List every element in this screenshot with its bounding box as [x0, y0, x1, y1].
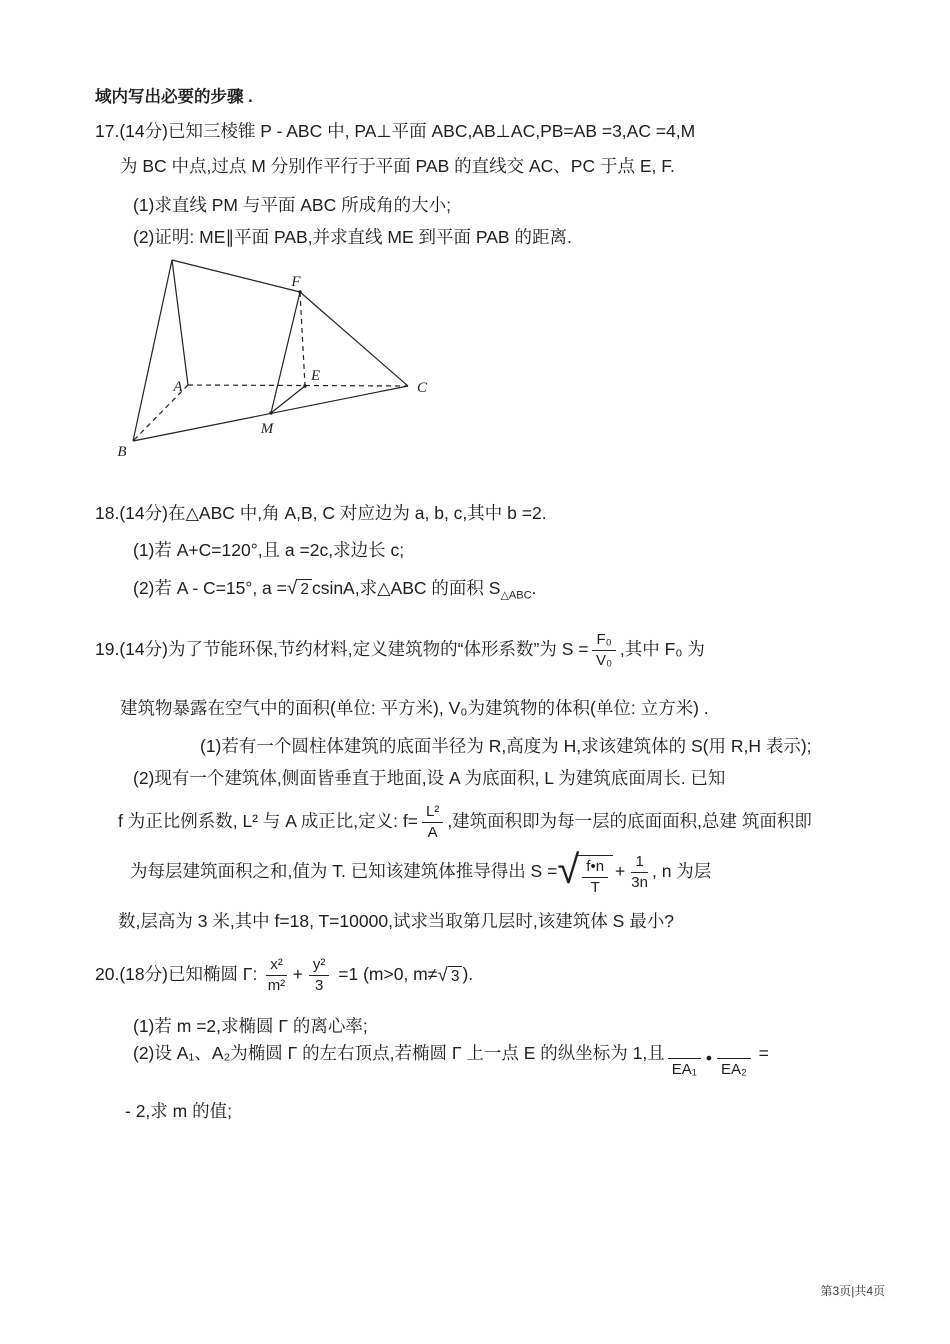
footer-total-pages: 共4页	[854, 1284, 885, 1298]
label-a: A	[173, 379, 183, 395]
fraction-denominator: T	[590, 879, 600, 896]
radical-sign: √	[557, 848, 580, 892]
fraction-x2-m2	[266, 956, 287, 995]
footer-separator: |	[851, 1284, 855, 1298]
q19-item2-line2-pre: f 为正比例系数, L² 与 A 成正比,定义: f=	[118, 811, 418, 832]
label-c: C	[417, 380, 428, 396]
segment-fe-dashed	[300, 292, 305, 386]
page-footer	[821, 1282, 886, 1299]
q18-line1: 18.(14分)在△ABC 中,角 A,B, C 对应边为 a, b, c,其中 b =2.	[95, 503, 547, 523]
fraction-f0-v0	[592, 631, 615, 670]
vector-base: EA₂	[717, 1058, 751, 1078]
q20-item2-line2: - 2,求 m 的值;	[125, 1101, 232, 1121]
fraction-fn-t	[582, 858, 608, 897]
section-instruction: 域内写出必要的步骤 .	[95, 88, 253, 106]
q20-item2	[133, 1040, 769, 1081]
segment-mf	[271, 292, 300, 413]
fraction-1-3n	[631, 853, 648, 892]
s-subscript: △ABC	[500, 589, 532, 602]
q19-line2: 建筑物暴露在空气中的面积(单位: 平方米), V₀为建筑物的体积(单位: 立方米) .	[120, 698, 709, 718]
q19-item2-line3	[130, 848, 711, 897]
fraction-denominator: 3n	[631, 874, 648, 891]
plus-operator: +	[292, 964, 303, 985]
q20-item1: (1)若 m =2,求椭圆 Γ 的离心率;	[133, 1016, 368, 1036]
label-f: F	[291, 274, 301, 290]
fraction-numerator: y²	[309, 956, 330, 976]
fraction-numerator: F₀	[592, 631, 615, 651]
radical-sign: √	[286, 578, 298, 600]
radical-sign: √	[437, 964, 448, 986]
sqrt-radical	[437, 966, 462, 986]
q20-line1-pre: 20.(18分)已知椭圆 Γ:	[95, 964, 263, 985]
q18-item2	[133, 575, 536, 609]
q19-item2-line4: 数,层高为 3 米,其中 f=18, T=10000,试求当取第几层时,该建筑体 S 最小?	[118, 911, 674, 931]
q18-item2-post: .	[531, 578, 537, 598]
label-b: B	[117, 444, 127, 460]
q20-item2-post: =	[753, 1043, 769, 1063]
q19-item2-line2-post: ,建筑面积即为每一层的底面面积,总建 筑面积即	[447, 811, 812, 832]
plus-operator: +	[615, 861, 626, 882]
fraction-denominator: A	[427, 824, 438, 841]
q19-item2-line1: (2)现有一个建筑体,侧面皆垂直于地面,设 A 为底面积, L 为建筑底面周长. 已知	[133, 768, 726, 788]
q19-item2-line2	[118, 803, 812, 842]
label-e: E	[311, 368, 321, 384]
q17-line1: 17.(14分)已知三棱锥 P - ABC 中, PA⊥平面 ABC,AB⊥AC,PB=AB =3,AC =4,M	[95, 121, 696, 141]
radicand	[577, 855, 613, 897]
point-m	[269, 411, 272, 414]
sqrt-radical	[287, 579, 312, 599]
fraction-numerator: L²	[422, 803, 443, 823]
vector-ea1	[668, 1055, 701, 1081]
radicand: 3	[448, 966, 463, 986]
edge-pb	[133, 260, 172, 441]
footer-page-number: 第3页	[820, 1284, 852, 1298]
label-m: M	[260, 421, 274, 437]
edge-ac-dashed	[188, 385, 408, 386]
q19-item2-line3-post: , n 为层	[651, 861, 712, 882]
q20-line1-post: ).	[462, 964, 474, 985]
fraction-denominator: V₀	[596, 652, 613, 669]
q18-item2-mid: csinA,求△ABC 的面积 S	[311, 578, 501, 598]
q20-line1	[95, 956, 473, 995]
fraction-l2-a	[422, 803, 443, 842]
q20-item2-pre: (2)设 A₁、A₂为椭圆 Γ 的左右顶点,若椭圆 Γ 上一点 E 的纵坐标为 1,且	[133, 1043, 665, 1063]
q17-line2: 为 BC 中点,过点 M 分别作平行于平面 PAB 的直线交 AC、PC 于点 E, F.	[120, 156, 675, 176]
edge-pa	[172, 260, 188, 385]
fraction-denominator: 3	[315, 977, 324, 994]
fraction-numerator: 1	[631, 853, 647, 873]
q19-item1: (1)若有一个圆柱体建筑的底面半径为 R,高度为 H,求该建筑体的 S(用 R,H 表示);	[200, 736, 812, 756]
edge-pf	[172, 260, 300, 292]
q17-figure	[92, 252, 452, 477]
q17-item1: (1)求直线 PM 与平面 ABC 所成角的大小;	[133, 195, 451, 215]
q18-item1: (1)若 A+C=120°,且 a =2c,求边长 c;	[133, 540, 405, 560]
vector-base: EA₁	[668, 1058, 701, 1078]
q17-item2: (2)证明: ME∥平面 PAB,并求直线 ME 到平面 PAB 的距离.	[133, 227, 572, 247]
fraction-numerator: x²	[266, 956, 287, 976]
q19-item2-line3-pre: 为每层建筑面积之和,值为 T. 已知该建筑体推导得出 S =	[130, 861, 558, 882]
dot-operator: •	[705, 1048, 712, 1068]
fraction-y2-3	[309, 956, 330, 995]
point-e	[303, 384, 306, 387]
q19-line1	[95, 631, 705, 670]
q19-line1-post: ,其中 F₀ 为	[619, 639, 705, 660]
vector-ea2	[717, 1055, 751, 1081]
q18-item2-pre: (2)若 A - C=15°, a =	[133, 578, 287, 598]
point-f	[298, 290, 301, 293]
fraction-denominator: m²	[267, 977, 286, 994]
q19-line1-pre: 19.(14分)为了节能环保,节约材料,定义建筑物的“体形系数”为 S =	[95, 639, 589, 660]
q20-line1-mid: =1 (m>0, m≠	[333, 964, 438, 985]
fraction-numerator: f•n	[582, 858, 608, 878]
sqrt-radical	[557, 848, 613, 897]
radicand: 2	[297, 579, 312, 599]
